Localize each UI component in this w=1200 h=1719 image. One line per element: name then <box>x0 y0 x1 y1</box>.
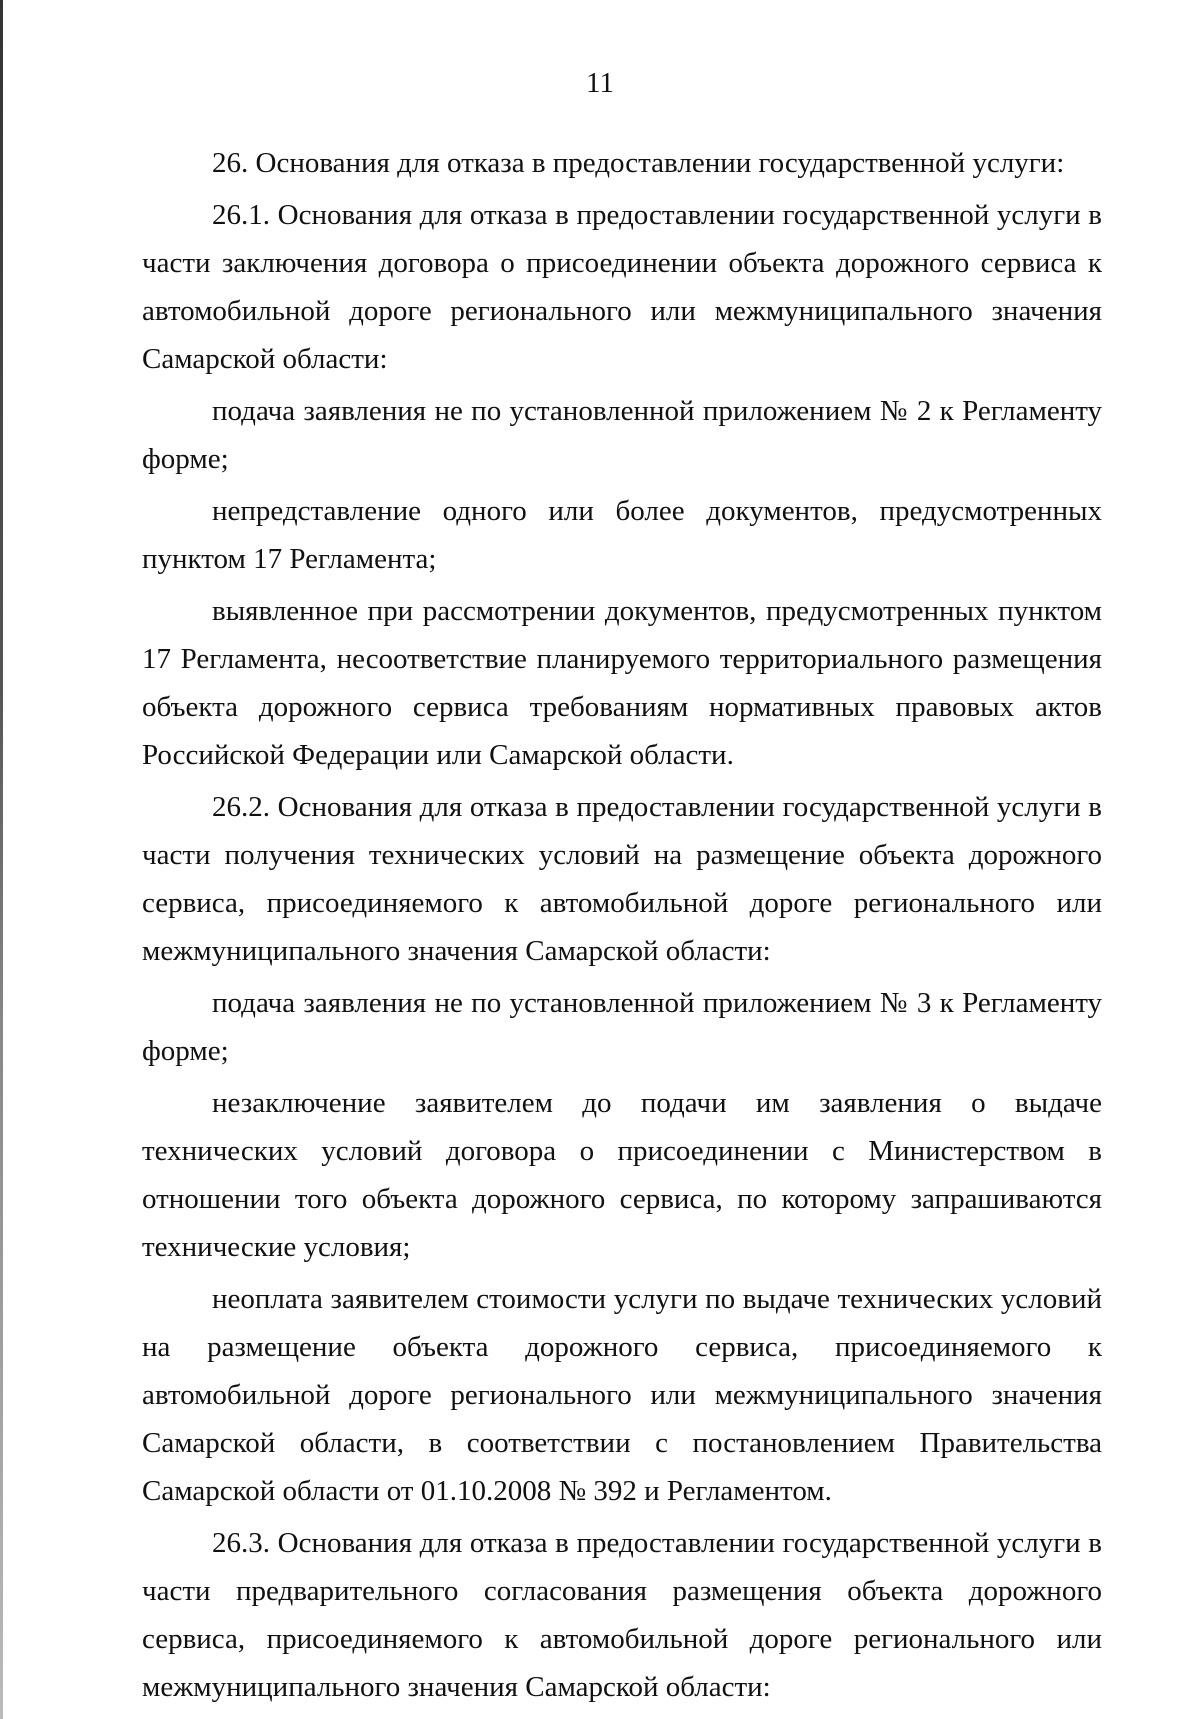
paragraph: неоплата заявителем стоимости услуги по выдаче технических условий на размещение объекта дорожного сервиса, присоединяемого к автомобильной дороге регионального или межмуниципального значения Самарской области, в соответствии с постановлением Правительства Самарской области от 01.10.2008 № 392 и Регламентом. <box>142 1283 1102 1507</box>
paragraph: подача заявления не по установленной приложением № 2 к Регламенту форме; <box>142 395 1102 475</box>
scan-edge <box>0 0 3 1719</box>
section-heading: 26. Основания для отказа в предоставлении государственной услуги: <box>212 147 1065 179</box>
paragraph: подача заявления не по установленной приложением № 3 к Регламенту форме; <box>142 987 1102 1067</box>
paragraph-26-3: 26.3. Основания для отказа в предоставлении государственной услуги в части предварительного согласования размещения объекта дорожного сервиса, присоединяемого к автомобильной дороге регионального или межмуниципального значения Самарской области: <box>142 1527 1102 1703</box>
paragraph-26-1: 26.1. Основания для отказа в предоставлении государственной услуги в части заключения договора о присоединении объекта дорожного сервиса к автомобильной дороге регионального или межмуниципального значения Самарской области: <box>142 199 1102 375</box>
paragraph: выявленное при рассмотрении документов, предусмотренных пунктом 17 Регламента, несоответствие планируемого территориального размещения объекта дорожного сервиса требованиям нормативных правовых актов Российской Федерации или Самарской области. <box>142 595 1102 771</box>
document-body <box>142 110 1102 1715</box>
page-number: 11 <box>586 67 614 99</box>
paragraph: непредставление одного или более документов, предусмотренных пунктом 17 Регламента; <box>142 495 1102 575</box>
paragraph-26-2: 26.2. Основания для отказа в предоставлении государственной услуги в части получения технических условий на размещение объекта дорожного сервиса, присоединяемого к автомобильной дороге регионального или межмуниципального значения Самарской области: <box>142 791 1102 967</box>
paragraph: незаключение заявителем до подачи им заявления о выдаче технических условий договора о присоединении с Министерством в отношении того объекта дорожного сервиса, по которому запрашиваются технические условия; <box>142 1087 1102 1263</box>
